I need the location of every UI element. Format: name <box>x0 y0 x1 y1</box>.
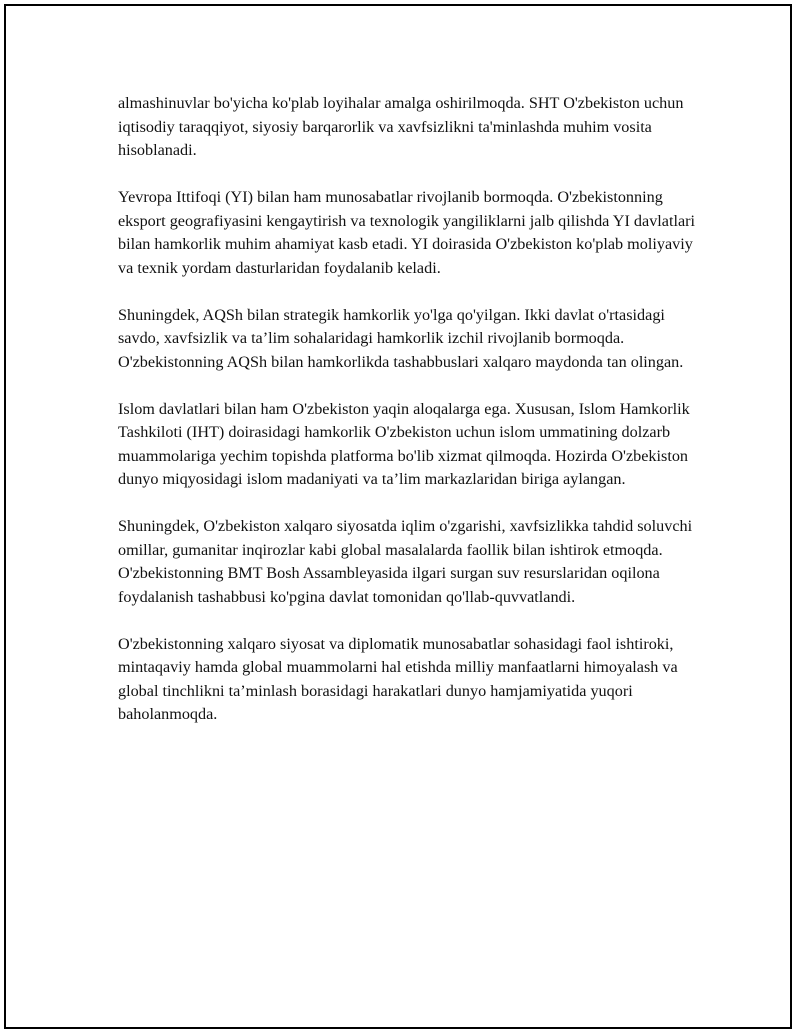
paragraph-global-issues: Shuningdek, O'zbekiston xalqaro siyosatda iqlim o'zgarishi, xavfsizlikka tahdid soluvchi omillar, gumanitar inqirozlar kabi global masalalarda faollik bilan ishtirok etmoqda. O'zbekistonning BMT Bosh Assambleyasida ilgari surgan suv resurslaridan oqilona foydalanish tashabbusi ko'pgina davlat tomonidan qo'llab-quvvatlandi. <box>118 517 693 606</box>
paragraph-eu: Yevropa Ittifoqi (YI) bilan ham munosabatlar rivojlanib bormoqda. O'zbekistonning eksport geografiyasini kengaytirish va texnologik yangiliklarni jalb qilishda YI davlatlari bilan hamkorlik muhim ahamiyat kasb etadi. YI doirasida O'zbekiston ko'plab moliyaviy va texnik yordam dasturlaridan foydalanib keladi. <box>118 188 696 277</box>
paragraph-sht: almashinuvlar bo'yicha ko'plab loyihalar amalga oshirilmoqda. SHT O'zbekiston uchun iqtisodiy taraqqiyot, siyosiy barqarorlik va xavfsizlikni ta'minlashda muhim vosita hisoblanadi. <box>118 94 684 159</box>
document-body <box>118 92 698 750</box>
paragraph-islamic-states: Islom davlatlari bilan ham O'zbekiston yaqin aloqalarga ega. Xususan, Islom Hamkorlik Tashkiloti (IHT) doirasidagi hamkorlik O'zbekiston uchun islom ummatining dolzarb muammolariga yechim topishda platforma bo'lib xizmat qilmoqda. Hozirda O'zbekiston dunyo miqyosidagi islom madaniyati va ta’lim markazlaridan biriga aylangan. <box>118 399 690 488</box>
paragraph-usa: Shuningdek, AQSh bilan strategik hamkorlik yo'lga qo'yilgan. Ikki davlat o'rtasidagi savdo, xavfsizlik va ta’lim sohalaridagi hamkorlik izchil rivojlanib bormoqda. O'zbekistonning AQSh bilan hamkorlikda tashabbuslari xalqaro maydonda tan olingan. <box>118 305 684 371</box>
paragraph-conclusion: O'zbekistonning xalqaro siyosat va diplomatik munosabatlar sohasidagi faol ishtiroki, mintaqaviy hamda global muammolarni hal etishda milliy manfaatlarni himoyalash va global tinchlikni ta’minlash borasidagi harakatlari dunyo hamjamiyatida yuqori baholanmoqda. <box>118 634 678 723</box>
